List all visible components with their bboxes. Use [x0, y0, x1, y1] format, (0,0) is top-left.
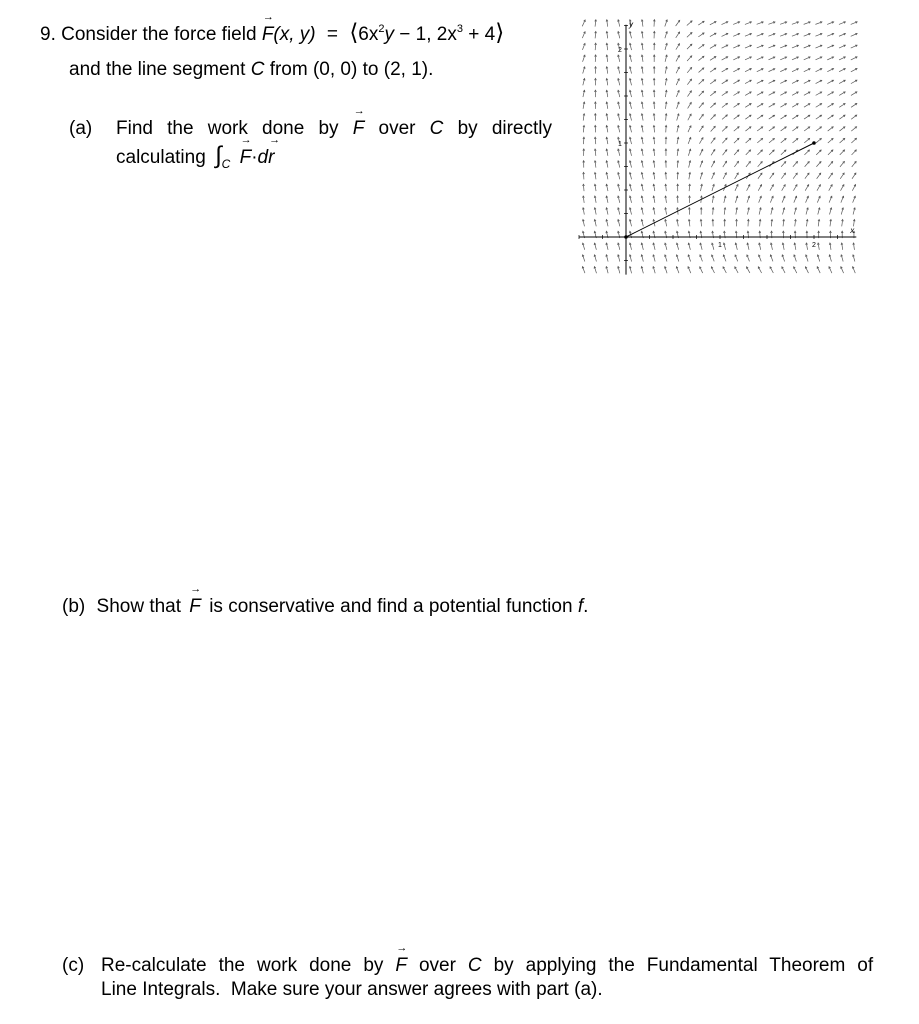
field-arrow — [723, 161, 727, 167]
field-arrow — [757, 127, 763, 131]
field-arrow — [852, 150, 857, 155]
part-c-line-1 — [101, 954, 873, 978]
field-arrow — [793, 162, 798, 167]
field-arrow — [676, 44, 680, 50]
line2-pre: and the line segment — [69, 59, 246, 80]
field-arrow — [688, 102, 692, 108]
field-arrow — [710, 115, 715, 120]
field-arrow — [804, 150, 809, 155]
part-a-line-1 — [116, 117, 552, 141]
segment-start-point — [624, 235, 628, 239]
field-arrow — [781, 127, 787, 131]
exponent-first: 2 — [378, 23, 385, 35]
field-arrow — [793, 173, 797, 179]
intro-text: Consider the force field — [61, 24, 257, 45]
part-c-word: of — [857, 955, 874, 976]
field-arrow — [804, 127, 810, 131]
part-c-word: Theorem — [769, 955, 846, 976]
part-a-word: the — [167, 118, 194, 139]
part-c-curve-symbol: C — [467, 955, 482, 976]
problem-statement-line-2 — [69, 58, 433, 82]
calculating-word: calculating — [116, 147, 206, 168]
part-c-word: done — [309, 955, 352, 976]
field-arrow — [722, 126, 727, 131]
part-a-label: (a) — [69, 118, 93, 139]
field-arrow — [828, 150, 833, 155]
part-a-word: over — [378, 118, 416, 139]
part-c-line-2: Line Integrals. Make sure your answer agrees with part (a). — [101, 979, 603, 1000]
field-arrow — [699, 68, 704, 73]
component-second-b: + 4 — [462, 24, 496, 45]
part-c-label: (c) — [62, 955, 85, 976]
field-arrow — [816, 127, 822, 131]
problem-number: 9. — [40, 24, 56, 45]
part-c-word: over — [418, 955, 456, 976]
field-arrow — [746, 150, 751, 155]
part-a-curve-symbol: C — [429, 118, 444, 139]
potential-function-symbol: f — [577, 596, 584, 617]
field-arrow — [698, 33, 704, 37]
vector-field-graph — [574, 12, 866, 286]
position-vector-r: → r — [268, 146, 274, 170]
y-tick-label: 2 — [618, 47, 622, 54]
right-angle-bracket: ⟩ — [495, 19, 505, 45]
end-point: (2, 1) — [383, 59, 429, 80]
field-symbol: → F — [262, 23, 274, 47]
field-arrow — [757, 104, 763, 108]
field-arrow — [852, 161, 856, 166]
component-first-b: y — [384, 24, 394, 45]
field-arrow — [816, 138, 821, 143]
field-arrow — [851, 138, 856, 143]
x-tick-label: 2 — [812, 242, 816, 249]
field-arrow — [711, 138, 715, 144]
field-arrow — [734, 161, 738, 167]
to-word: to — [362, 59, 379, 80]
field-arrow — [781, 150, 786, 155]
field-arrow — [733, 92, 739, 96]
field-arrow — [734, 138, 739, 143]
part-c-word: Re-calculate — [101, 955, 207, 976]
field-arrow — [687, 44, 692, 49]
field-arrow — [781, 173, 785, 179]
from-word: from — [269, 59, 308, 80]
field-arrow — [851, 115, 857, 119]
part-a-word: by — [457, 118, 478, 139]
field-arrow — [839, 103, 845, 107]
exponent-second: 3 — [456, 23, 463, 35]
part-a-word: by — [318, 118, 339, 139]
part-c-word: by — [493, 955, 514, 976]
field-arrow — [687, 67, 691, 72]
field-arrow — [805, 173, 809, 179]
field-arrow — [816, 104, 822, 108]
field-arrow — [722, 138, 727, 143]
part-c-word: Fundamental — [646, 955, 758, 976]
field-arrow — [828, 161, 833, 166]
field-arrow — [698, 56, 703, 60]
field-arrow — [711, 126, 716, 131]
line-segment-c — [626, 143, 814, 237]
field-arrow — [769, 115, 775, 119]
field-arrow — [839, 92, 845, 96]
field-arrow — [699, 114, 703, 120]
field-arrow — [828, 138, 833, 143]
problem-statement-line-1 — [40, 20, 504, 47]
dot-operator: · — [251, 147, 258, 168]
field-arrow — [710, 80, 716, 84]
field-arrow — [710, 91, 715, 95]
field-arrow — [734, 115, 740, 119]
field-arrow — [839, 115, 845, 119]
part-b-field-symbol: → F — [189, 595, 201, 619]
field-arrow — [745, 104, 751, 108]
field-arrow — [828, 115, 834, 119]
part-a-word: directly — [491, 118, 552, 139]
left-angle-bracket: ⟨ — [349, 19, 359, 45]
field-arrow — [687, 79, 691, 85]
field-arrow — [746, 161, 750, 166]
part-a-word: done — [262, 118, 305, 139]
field-arrow — [840, 138, 845, 143]
field-arrow — [852, 173, 856, 179]
field-arrow — [781, 162, 786, 167]
end-punct: . — [428, 59, 434, 80]
field-arrow — [757, 150, 762, 155]
field-arrow — [734, 127, 739, 132]
field-arrow — [804, 104, 810, 108]
field-arrow — [769, 127, 775, 131]
field-arrow — [722, 103, 728, 107]
part-b-pre: Show that — [96, 596, 182, 617]
field-arrow — [781, 115, 787, 119]
field-arrow — [804, 138, 809, 142]
field-arrow — [758, 173, 762, 179]
field-arrow — [722, 92, 728, 96]
part-b-end: . — [583, 596, 589, 617]
field-arrow — [699, 126, 703, 132]
field-arrow — [758, 161, 763, 166]
segment-end-point — [812, 141, 816, 145]
part-b-label: (b) — [62, 596, 86, 617]
field-arrow — [769, 150, 774, 155]
field-arrow — [816, 162, 821, 167]
field-arrow — [828, 173, 832, 179]
start-point: (0, 0) — [312, 59, 358, 80]
field-arrow — [792, 115, 798, 119]
part-a-word: Find — [116, 118, 153, 139]
field-arrow — [722, 80, 728, 84]
field-arrow — [710, 68, 716, 72]
field-arrow — [711, 149, 715, 155]
field-arrow — [722, 115, 727, 120]
y-tick-label: 1 — [618, 141, 622, 148]
curve-symbol: C — [250, 59, 265, 80]
field-arrow — [839, 127, 844, 131]
y-axis-label: y — [629, 19, 633, 29]
field-arrow — [687, 91, 691, 97]
field-arrow — [769, 104, 775, 108]
part-c-word: work — [256, 955, 298, 976]
field-arrow — [734, 103, 740, 107]
equals-sign: = — [326, 24, 339, 45]
integral-sign: ∫ — [215, 142, 222, 169]
field-arrow — [676, 32, 680, 38]
field-arrow — [851, 92, 857, 96]
part-c-field-symbol: → F — [395, 954, 407, 978]
field-arrow — [840, 161, 844, 166]
component-first-a: 6x — [358, 24, 379, 45]
x-axis-label: x — [850, 226, 855, 235]
integrand-field-symbol: → F — [240, 146, 252, 170]
part-c-word: the — [218, 955, 245, 976]
field-arrow — [735, 173, 739, 179]
field-arrow — [769, 138, 774, 142]
field-arrow — [734, 150, 739, 155]
field-arrow — [816, 115, 822, 119]
field-arrow — [770, 173, 774, 179]
field-arrow — [828, 127, 834, 131]
field-arrow — [723, 150, 727, 156]
part-a-field-symbol: → F — [353, 117, 365, 141]
part-b — [62, 595, 588, 619]
field-arrow — [805, 162, 810, 167]
field-arrow — [745, 115, 751, 119]
field-arrow — [699, 80, 704, 85]
field-arrow — [792, 127, 798, 131]
part-c-word: the — [608, 955, 635, 976]
field-arrow — [676, 20, 680, 26]
field-arrow — [699, 91, 704, 96]
field-args: (x, y) — [273, 24, 316, 45]
field-arrow — [817, 173, 821, 179]
component-first-c: − 1, 2x — [394, 24, 457, 45]
part-a-word: work — [207, 118, 248, 139]
field-arrow — [757, 115, 763, 119]
field-arrow — [840, 173, 844, 179]
part-c-word: applying — [525, 955, 597, 976]
field-arrow — [710, 57, 716, 61]
field-arrow — [851, 127, 856, 131]
field-arrow — [804, 115, 810, 119]
field-arrow — [840, 150, 845, 155]
field-arrow — [687, 32, 692, 37]
x-tick-label: 1 — [718, 242, 722, 249]
field-arrow — [745, 127, 750, 131]
field-arrow — [827, 104, 833, 108]
field-arrow — [687, 56, 692, 61]
part-b-post: is conservative and find a potential function — [209, 596, 573, 617]
differential-d: d — [257, 147, 269, 168]
field-arrow — [816, 150, 821, 155]
integral-subscript: C — [221, 157, 231, 171]
field-arrow — [757, 138, 762, 143]
field-arrow — [792, 104, 798, 108]
field-arrow — [851, 103, 857, 107]
field-arrow — [710, 103, 715, 108]
part-a-line-2 — [116, 144, 274, 170]
field-arrow — [698, 21, 704, 25]
field-arrow — [793, 138, 798, 142]
field-arrow — [746, 138, 751, 143]
field-arrow — [687, 21, 692, 26]
field-arrow — [781, 138, 786, 142]
field-arrow — [698, 45, 704, 49]
field-arrow — [699, 103, 704, 108]
part-c-word: by — [363, 955, 384, 976]
